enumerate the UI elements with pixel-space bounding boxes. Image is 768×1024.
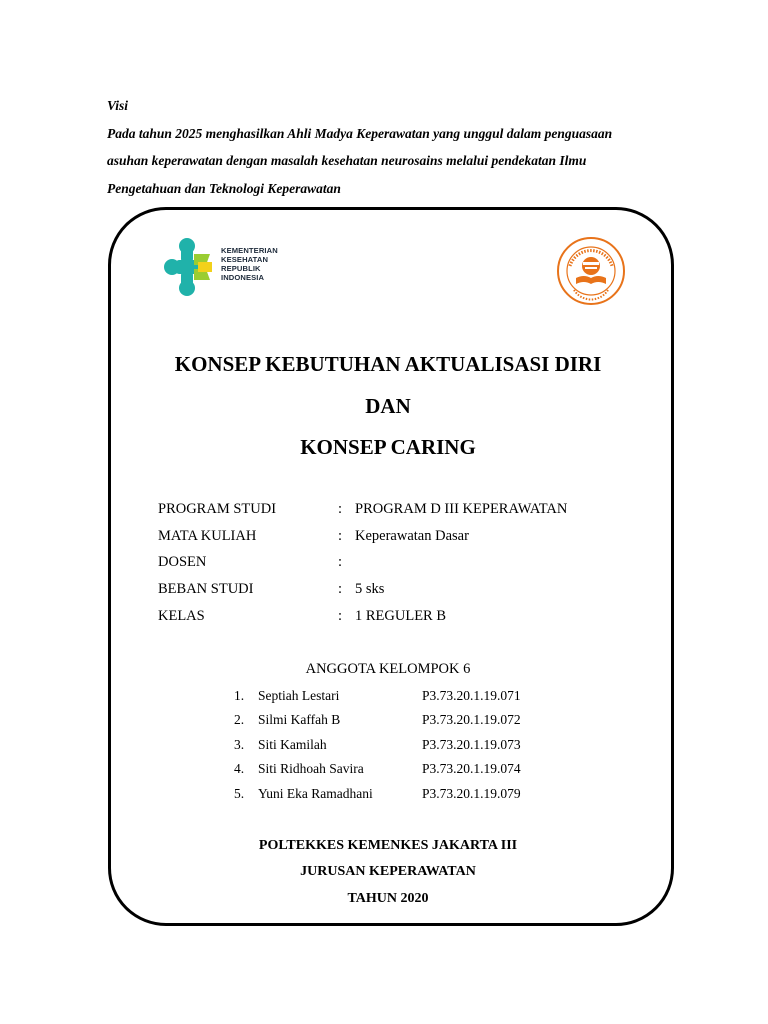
info-label: KELAS [158,608,205,624]
visi-line-1: Pada tahun 2025 menghasilkan Ahli Madya Keperawatan yang unggul dalam penguasaan [107,125,613,141]
member-nim: P3.73.20.1.19.074 [422,761,521,776]
member-name: Yuni Eka Ramadhani [258,786,373,801]
info-label: BEBAN STUDI [158,581,254,597]
member-number: 2. [234,712,245,727]
member-number: 1. [234,688,245,703]
info-value: 1 REGULER B [355,608,447,624]
poltekkes-logo [556,236,626,306]
member-nim: P3.73.20.1.19.079 [422,786,521,801]
document-title-line-3: KONSEP CARING [300,435,476,459]
info-colon: : [338,528,343,544]
info-colon: : [338,608,343,624]
member-nim: P3.73.20.1.19.073 [422,737,521,752]
member-name: Siti Kamilah [258,737,327,752]
visi-line-3: Pengetahuan dan Teknologi Keperawatan [107,180,341,196]
kemenkes-line-2: KESEHATAN [221,255,269,264]
document-title-line-2: DAN [365,394,411,418]
member-number: 4. [234,761,245,776]
info-colon: : [338,554,343,570]
kemenkes-line-4: INDONESIA [221,273,265,282]
kemenkes-emblem-icon [162,234,222,300]
visi-line-2: asuhan keperawatan dengan masalah kesehatan neurosains melalui pendekatan Ilmu [107,153,587,168]
member-nim: P3.73.20.1.19.072 [422,712,521,727]
info-label: PROGRAM STUDI [158,501,277,517]
department-name: JURUSAN KEPERAWATAN [300,864,476,879]
member-nim: P3.73.20.1.19.071 [422,688,521,703]
member-name: Silmi Kaffah B [258,712,341,727]
year-label: TAHUN 2020 [347,891,429,906]
kemenkes-line-1: KEMENTERIAN [221,246,278,255]
info-value: Keperawatan Dasar [355,528,469,544]
kemenkes-line-3: REPUBLIK [221,264,261,273]
member-name: Siti Ridhoah Savira [258,761,364,776]
kemenkes-logo [162,234,292,300]
member-name: Septiah Lestari [258,688,340,703]
info-colon: : [338,501,343,517]
anggota-heading: ANGGOTA KELOMPOK 6 [305,661,471,677]
kemenkes-wordmark [221,246,278,282]
info-value: PROGRAM D III KEPERAWATAN [355,501,568,517]
info-colon: : [338,581,343,597]
member-number: 3. [234,737,245,752]
visi-heading: Visi [107,98,129,113]
info-value: 5 sks [355,581,385,597]
info-label: MATA KULIAH [158,528,257,544]
document-title-line-1: KONSEP KEBUTUHAN AKTUALISASI DIRI [174,352,602,376]
visi-section [107,92,707,202]
institution-name: POLTEKKES KEMENKES JAKARTA III [258,838,518,853]
member-number: 5. [234,786,245,801]
poltekkes-emblem-icon [556,236,626,306]
info-label: DOSEN [158,554,207,570]
